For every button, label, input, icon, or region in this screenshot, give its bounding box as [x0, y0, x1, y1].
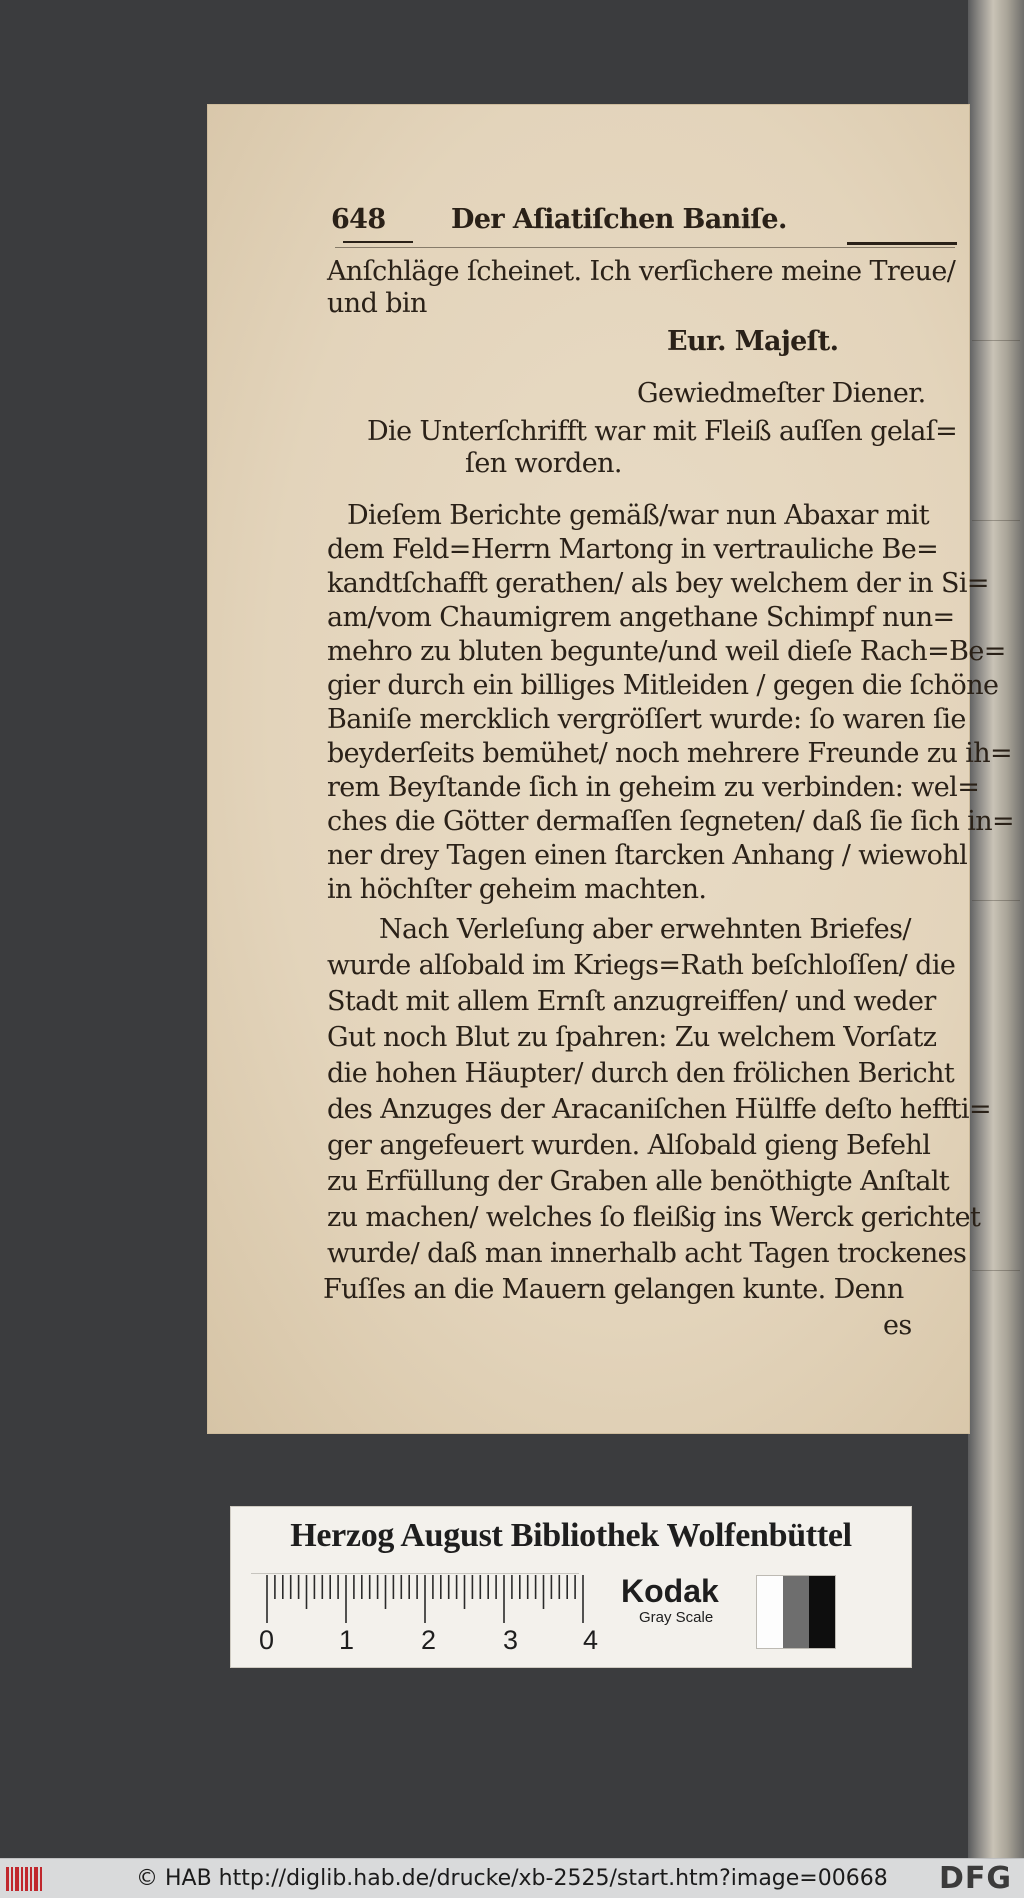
color-target-card — [230, 1506, 912, 1668]
head-rule — [847, 242, 957, 245]
text-line: Gut noch Blut zu ſpahren: Zu welchem Vorſatz — [327, 1022, 937, 1053]
text-line: am/vom Chaumigrem angethane Schimpf nun= — [327, 602, 955, 633]
salutation-line: Eur. Majeſt. — [667, 326, 839, 357]
signature-line: Gewiedmeſter Diener. — [637, 378, 926, 409]
text-line: Dieſem Berichte gemäß/war nun Abaxar mit — [347, 500, 930, 531]
ruler-label: 4 — [583, 1625, 599, 1655]
adjacent-page-edge — [968, 0, 1024, 1858]
head-underline — [335, 247, 955, 248]
gray-scale-patch — [756, 1575, 836, 1649]
kodak-logo: Kodak — [621, 1573, 719, 1609]
text-line: beyderſeits bemühet/ noch mehrere Freunde zu ih= — [327, 738, 1013, 769]
running-head: Der Aſiatiſchen Baniſe. — [451, 204, 787, 235]
hab-barcode-icon — [6, 1867, 46, 1891]
page-number: 648 — [331, 204, 386, 235]
text-line: zu Erfüllung der Graben alle benöthigte Anſtalt — [327, 1166, 950, 1197]
ruler-scale — [251, 1573, 591, 1625]
white-patch — [757, 1576, 783, 1648]
text-line: Stadt mit allem Ernſt anzugreiffen/ und weder — [327, 986, 936, 1017]
ruler-label: 1 — [339, 1625, 355, 1655]
text-line: kandtſchafft gerathen/ als bey welchem der in Si= — [327, 568, 989, 599]
footer-bar — [0, 1858, 1024, 1898]
text-line: Baniſe mercklich vergröſſert wurde: ſo waren ſie — [327, 704, 966, 735]
library-name: Herzog August Bibliothek Wolfenbüttel — [290, 1517, 852, 1554]
head-rule — [343, 241, 413, 243]
text-line: ſen worden. — [465, 448, 622, 479]
black-patch — [809, 1576, 835, 1648]
text-line: dem Feld=Herrn Martong in vertrauliche Be= — [327, 534, 939, 565]
text-line: Die Unterſchrifft war mit Fleiß auſſen gelaſ= — [367, 416, 958, 447]
catchword: es — [883, 1310, 912, 1341]
text-line: des Anzuges der Aracaniſchen Hülffe deſto heffti= — [327, 1094, 991, 1125]
book-page — [207, 104, 1015, 1434]
text-line: ner drey Tagen einen ſtarcken Anhang / wiewohl — [327, 840, 968, 871]
gray-patch — [783, 1576, 809, 1648]
text-line: Nach Verleſung aber erwehnten Briefes/ — [379, 914, 911, 945]
ruler-label: 2 — [421, 1625, 437, 1655]
text-line: zu machen/ welches ſo fleißig ins Werck gerichtet — [327, 1202, 981, 1233]
text-line: rem Beyſtande ſich in geheim zu verbinden: wel= — [327, 772, 980, 803]
text-line: ger angefeuert wurden. Alſobald gieng Befehl — [327, 1130, 931, 1161]
ruler-label: 0 — [259, 1625, 275, 1655]
text-line: in höchſter geheim machten. — [327, 874, 707, 905]
text-line: die hohen Häupter/ durch den frölichen Bericht — [327, 1058, 955, 1089]
text-line: gier durch ein billiges Mitleiden / gegen die ſchöne — [327, 670, 999, 701]
text-line: Fuſſes an die Mauern gelangen kunte. Denn — [323, 1274, 904, 1305]
source-link[interactable]: © HAB http://diglib.hab.de/drucke/xb-2525/start.htm?image=00668 — [136, 1866, 888, 1891]
ruler-label: 3 — [503, 1625, 519, 1655]
dfg-logo: DFG — [938, 1861, 1012, 1896]
page-text — [207, 104, 1015, 1434]
text-line: und bin — [327, 288, 427, 319]
text-line: ches die Götter dermaſſen ſegneten/ daß ſie ſich in= — [327, 806, 1015, 837]
text-line: mehro zu bluten begunte/und weil dieſe Rach=Be= — [327, 636, 1006, 667]
text-line: wurde/ daß man innerhalb acht Tagen trockenes — [327, 1238, 967, 1269]
text-line: wurde alſobald im Kriegs=Rath beſchloſſen/ die — [327, 950, 956, 981]
text-line: Anſchläge ſcheinet. Ich verſichere meine Treue/ — [327, 256, 956, 287]
gray-scale-label: Gray Scale — [639, 1609, 714, 1626]
